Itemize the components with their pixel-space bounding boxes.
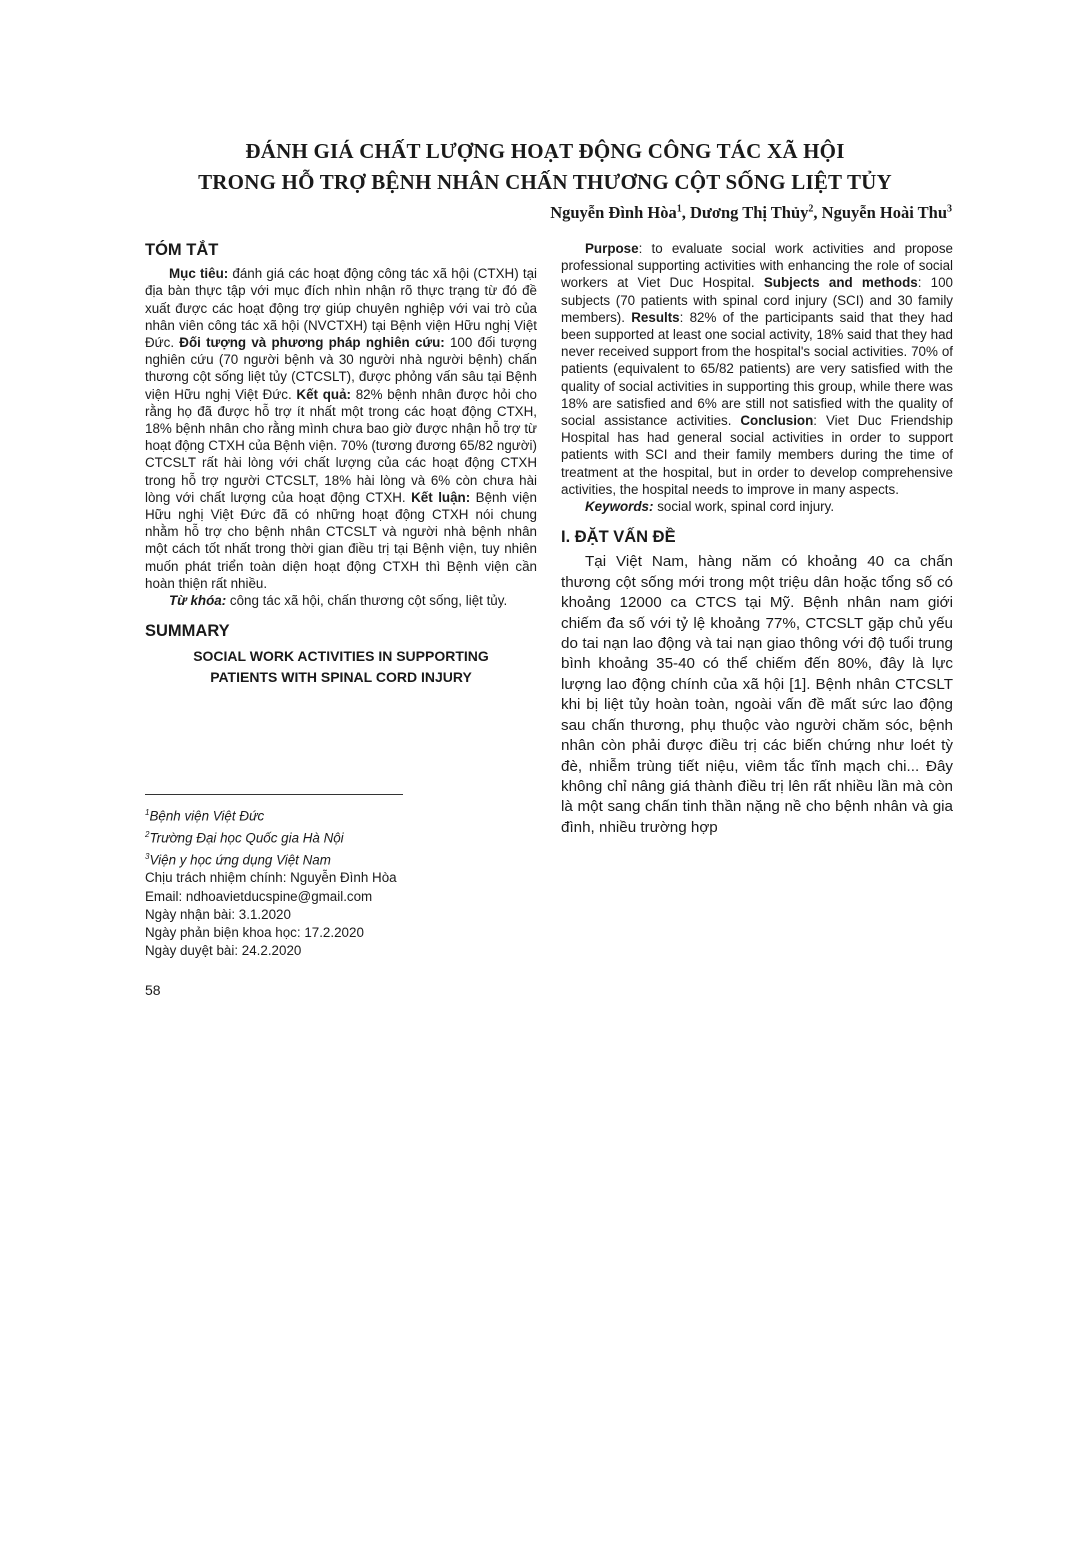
conclusion-label: Kết luận: (411, 489, 471, 505)
summary-title (145, 646, 537, 688)
affiliation-text: Bệnh viện Việt Đức (149, 808, 265, 824)
author-name: Nguyễn Đình Hòa (550, 203, 677, 222)
article-title (140, 136, 950, 198)
affiliation-text: Trường Đại học Quốc gia Hà Nội (149, 830, 344, 846)
left-column (145, 240, 537, 688)
contact-email: Email: ndhoavietducspine@gmail.com (145, 888, 373, 904)
section-1-body: Tại Việt Nam, hàng năm có khoảng 40 ca chấn thương cột sống mới trong một triệu dân hoặc tổng số có khoảng 12000 ca CTCS tại Mỹ. Bệnh nhân nam giới chiếm đa số với tỷ lệ khoảng 77%, CTCSLT gặp chủ yếu do tai nạn lao động và tai nạn giao thông với độ tuổi trung bình khoảng 35-40 có thể chiếm đến 80%, đây là lực lượng lao động chính của xã hội [1]. Bệnh nhân CTCSLT khi bị liệt tủy hoàn toàn, ngoài vấn đề mất sức lao động sau chấn thương, phụ thuộc vào người chăm sóc, bệnh nhân còn phải được điều trị các biến chứng như loét tỳ đè, nhiễm trùng tiết niệu, viêm tắc tĩnh mạch chi... Đây không chỉ nâng giá thành điều trị lên rất nhiều lần mà còn là một sang chấn tinh thần nặng nề cho bệnh nhân và gia đình, nhiều trường hợp (561, 553, 953, 836)
date-approved: Ngày duyệt bài: 24.2.2020 (145, 943, 302, 959)
page-number: 58 (145, 982, 161, 998)
section-1-heading: I. ĐẶT VẤN ĐỀ (561, 528, 676, 547)
author-name: Nguyễn Hoài Thu (821, 203, 947, 222)
author-name: Dương Thị Thủy (690, 203, 809, 222)
date-reviewed: Ngày phản biện khoa học: 17.2.2020 (145, 925, 364, 941)
affiliation-2 (145, 826, 537, 848)
keywords-vi-text: công tác xã hội, chấn thương cột sống, liệt tủy. (226, 593, 508, 609)
summary-title-line-2: PATIENTS WITH SPINAL CORD INJURY (210, 669, 472, 686)
results-label: Kết quả: (296, 386, 351, 402)
right-column (561, 240, 953, 838)
objective-text: đánh giá các hoạt động công tác xã hội (CTXH) tại địa bàn thực tập với mục đích nhìn nhận rõ thực trạng từ đó đề xuất được các hoạt động trợ giúp chuyên nghiệp với vai trò của nhân viên công tác xã hội (NVCTXH) tại Bệnh viện Hữu nghị Việt Đức. (145, 266, 537, 351)
title-line-2: TRONG HỖ TRỢ BỆNH NHÂN CHẤN THƯƠNG CỘT SỐNG LIỆT TỦY (198, 170, 892, 194)
affiliation-mark: 2 (145, 829, 150, 839)
author-affiliation-mark: 2 (808, 203, 814, 215)
results-en-text: : 82% of the participants said that they had been supported at least one social activity, 18% said that they had never received support from the hospital's social activities. 70% of patients (equivalent to 65/82 patients) are very satisfied with the quality of social activities in supporting this group, while there was 18% are satisfied and 6% are still not satisfied with the quality of social assistance activities. (561, 309, 953, 429)
keywords-vi-label: Từ khóa: (169, 593, 227, 609)
keywords-en (561, 498, 953, 515)
summary-heading: SUMMARY (145, 622, 230, 641)
purpose-text: : to evaluate social work activities and propose professional supporting activities with enhancing the role of social workers at Viet Duc Hospital. (561, 241, 953, 291)
summary-title-line-1: SOCIAL WORK ACTIVITIES IN SUPPORTING (193, 648, 489, 665)
affiliation-text: Viện y học ứng dụng Việt Nam (149, 852, 331, 867)
subjects-text: : 100 subjects (70 patients with spinal cord injury (SCI) and 30 family members). (561, 275, 953, 325)
objective-label: Mục tiêu: (169, 266, 229, 282)
footnotes (145, 804, 537, 961)
results-en-label: Results (631, 309, 680, 325)
author-list: Nguyễn Đình Hòa$^1$, Dương Thị Thủy$^2$, Nguyễn Hoài Thu$^3$ (550, 203, 952, 222)
subjects-label: Subjects and methods (763, 275, 918, 291)
keywords-vi (145, 592, 537, 609)
conclusion-text: Bệnh viện Hữu nghị Việt Đức đã có những hoạt động CTXH nói chung nhằm hỗ trợ cho bệnh nhân CTCSLT và người nhà bệnh nhân một cách tốt nhất trong thời gian điều trị tại Bệnh viện, tuy nhiên muốn phát triển toàn diện hoạt động CTXH thì Bệnh viện cần hoàn thiện rất nhiều. (145, 489, 537, 591)
conclusion-en-text: : Viet Duc Friendship Hospital has had general social activities in order to support patients with SCI and their family members during the time of treatment at the hospital, but in order to develop comprehensive activities, the hospital needs to improve in many aspects. (561, 413, 953, 497)
results-text: 82% bệnh nhân được hỏi cho rằng họ đã được hỗ trợ ít nhất một trong các hoạt động CTXH, 18% bệnh nhân cho rằng mình chưa bao giờ được nhận hỗ trợ từ hoạt động CTXH của Bệnh viện. 70% (tương đương 65/82 người) CTCSLT rất hài lòng với chất lượng của các hoạt động CTXH trong hỗ trợ người CTCSLT, 18% hài lòng và 6% còn chưa hài lòng với chất lượng của hoạt động CTXH. (145, 386, 537, 505)
methods-label: Đối tượng và phương pháp nghiên cứu: (179, 335, 445, 351)
date-received: Ngày nhận bài: 3.1.2020 (145, 906, 291, 922)
abstract-en-paragraph (561, 240, 953, 498)
affiliation-3 (145, 848, 537, 870)
affiliation-1 (145, 804, 537, 826)
author-affiliation-mark: 3 (947, 203, 952, 215)
methods-text: 100 đối tượng nghiên cứu (70 người bệnh và 30 người nhà người bệnh) chấn thương cột sống liệt tủy (CTCSLT), được phỏng vấn sâu tại Bệnh viện Hữu nghị Việt Đức. (145, 335, 537, 402)
conclusion-en-label: Conclusion (740, 413, 814, 429)
abstract-vi-paragraph (145, 265, 537, 592)
affiliation-mark: 1 (145, 808, 150, 817)
footnote-divider (145, 794, 403, 795)
author-affiliation-mark: 1 (676, 203, 682, 215)
responsible-author: Chịu trách nhiệm chính: Nguyễn Đình Hòa (145, 870, 397, 886)
affiliation-mark: 3 (145, 851, 150, 861)
keywords-en-text: social work, spinal cord injury. (653, 499, 835, 515)
purpose-label: Purpose (585, 241, 639, 256)
abstract-heading: TÓM TẮT (145, 241, 219, 259)
title-line-1: ĐÁNH GIÁ CHẤT LƯỢNG HOẠT ĐỘNG CÔNG TÁC XÃ HỘI (245, 139, 845, 163)
keywords-en-label: Keywords: (585, 499, 654, 515)
